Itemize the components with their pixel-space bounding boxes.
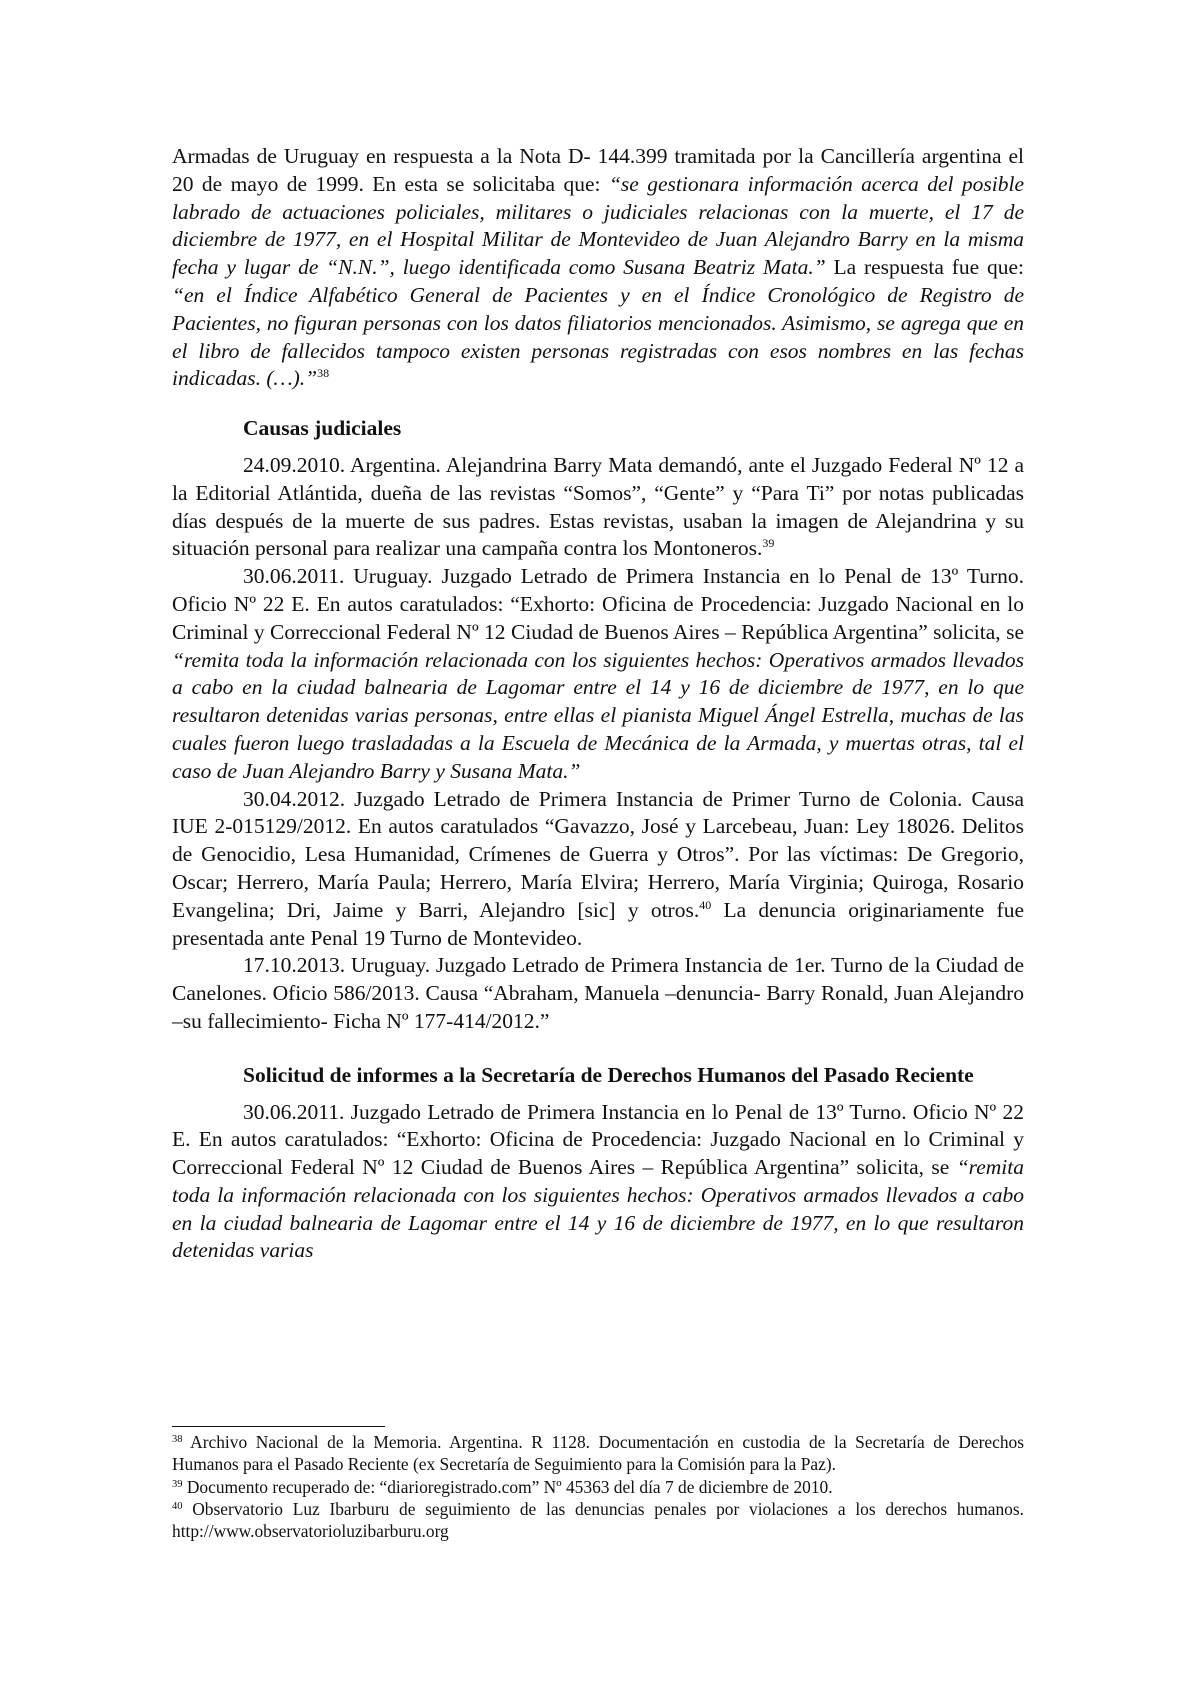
paragraph-2012: [172, 786, 1024, 953]
document-body: [172, 143, 1024, 1265]
footnote-39: [172, 1476, 1024, 1498]
footnote-38: [172, 1431, 1024, 1476]
paragraph-nota-respuesta: [172, 143, 1024, 393]
footnote-text: Documento recuperado de: “diarioregistrado.com” Nº 45363 del día 7 de diciembre de 2010.: [182, 1476, 833, 1497]
text: 30.06.2011. Juzgado Letrado de Primera Instancia en lo Penal de 13º Turno. Oficio Nº 22 E. En autos caratulados: “Exhorto: Oficina de Procedencia: Juzgado Nacional en lo Criminal y Correccional Federal Nº 12 Ciudad de Buenos Aires – República Argentina” solicita, se: [172, 1099, 1024, 1180]
text: 30.06.2011. Uruguay. Juzgado Letrado de Primera Instancia en lo Penal de 13º Turno. Oficio Nº 22 E. En autos caratulados: “Exhorto: Oficina de Procedencia: Juzgado Nacional en lo Criminal y Correccional Federal Nº 12 Ciudad de Buenos Aires – República Argentina” solicita, se: [172, 564, 1024, 644]
text: Armadas de Uruguay en respuesta a la Nota D- 144.399 tramitada por la Cancillería argentina el 20 de mayo de 1999. En esta se solicitaba que:: [172, 144, 1024, 196]
footnote-text: Observatorio Luz Ibarburu de seguimiento de las denuncias penales por violaciones a los derechos humanos. http://www.observatorioluzibarburu.org: [172, 1498, 1024, 1542]
section-heading-causas-judiciales: Causas judiciales: [243, 416, 402, 441]
paragraph-2011: [172, 563, 1024, 785]
section-heading-solicitud-informes: Solicitud de informes a la Secretaría de Derechos Humanos del Pasado Reciente: [243, 1062, 974, 1087]
footnote-number: 40: [172, 1500, 183, 1512]
quote-italic: “remita toda la información relacionada con los siguientes hechos: Operativos armados llevados a cabo en la ciudad balnearia de Lagomar entre el 14 y 16 de diciembre de 1977, en lo que resultaron detenidas varias: [172, 1155, 1024, 1263]
footnotes: [172, 1431, 1024, 1542]
footnote-ref-39[interactable]: 39: [762, 536, 775, 551]
quote-italic: “en el Índice Alfabético General de Pacientes y en el Índice Cronológico de Registro de Pacientes, no figuran personas con los datos filiatorios mencionados. Asimismo, se agrega que en el libro de fallecidos tampoco existen personas registradas con esos nombres en las fechas indicadas. (…).”: [172, 282, 1024, 391]
paragraph-2013: 17.10.2013. Uruguay. Juzgado Letrado de Primera Instancia de 1er. Turno de la Ciudad de Canelones. Oficio 586/2013. Causa “Abraham, Manuela –denuncia- Barry Ronald, Juan Alejandro –su fallecimiento- Ficha Nº 177-414/2012.”: [172, 953, 1024, 1033]
text: 24.09.2010. Argentina. Alejandrina Barry Mata demandó, ante el Juzgado Federal Nº 12 a la Editorial Atlántida, dueña de las revistas “Somos”, “Gente” y “Para Ti” por notas publicadas días después de la muerte de sus padres. Estas revistas, usaban la imagen de Alejandrina y su situación personal para realizar una campaña contra los Montoneros.: [172, 452, 1024, 561]
footnote-separator: [172, 1426, 385, 1427]
quote-italic: “se gestionara información acerca del posible labrado de actuaciones policiales, militares o judiciales relacionas con la muerte, el 17 de diciembre de 1977, en el Hospital Militar de Montevideo de Juan Alejandro Barry en la misma fecha y lugar de “N.N.”, luego identificada como Susana Beatriz Mata.”: [172, 171, 1024, 280]
paragraph-2010: [172, 452, 1024, 563]
footnote-ref-40[interactable]: 40: [699, 897, 712, 912]
text: La respuesta fue que:: [825, 255, 1025, 280]
paragraph-2011-solicitud: [172, 1099, 1024, 1266]
text: La denuncia originariamente fue presentada ante Penal 19 Turno de Montevideo.: [172, 897, 1024, 950]
footnote-ref-38[interactable]: 38: [317, 366, 330, 381]
footnote-number: 38: [172, 1434, 183, 1445]
quote-italic: “remita toda la información relacionada con los siguientes hechos: Operativos armados llevados a cabo en la ciudad balnearia de Lagomar entre el 14 y 16 de diciembre de 1977, en lo que resultaron detenidas varias personas, entre ellas el pianista Miguel Ángel Estrella, muchas de las cuales fueron luego trasladadas a la Escuela de Mecánica de la Armada, y muertas otras, tal el caso de Juan Alejandro Barry y Susana Mata.”: [172, 647, 1024, 783]
footnote-40: [172, 1498, 1024, 1543]
text: 30.04.2012. Juzgado Letrado de Primera Instancia de Primer Turno de Colonia. Causa IUE 2-015129/2012. En autos caratulados “Gavazzo, José y Larcebeau, Juan: Ley 18026. Delitos de Genocidio, Lesa Humanidad, Crímenes de Guerra y Otros”. Por las víctimas: De Gregorio, Oscar; Herrero, María Paula; Herrero, María Elvira; Herrero, María Virginia; Quiroga, Rosario Evangelina; Dri, Jaime y Barri, Alejandro [sic] y otros.: [172, 786, 1024, 922]
footnote-number: 39: [172, 1478, 183, 1490]
footnote-text: Archivo Nacional de la Memoria. Argentina. R 1128. Documentación en custodia de la Secretaría de Derechos Humanos para el Pasado Reciente (ex Secretaría de Seguimiento para la Comisión para la Paz).: [172, 1432, 1024, 1475]
